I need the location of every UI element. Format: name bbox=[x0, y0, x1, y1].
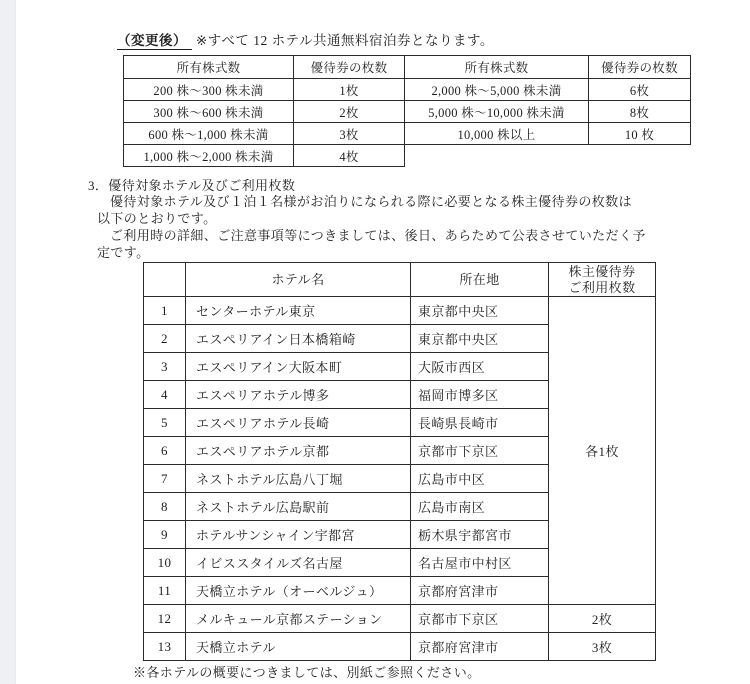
coupon-usage-merged: 各1枚 bbox=[549, 297, 656, 605]
table-row bbox=[124, 101, 691, 123]
hotel-name: ネストホテル広島駅前 bbox=[186, 493, 411, 521]
shares-range: 5,000 株～10,000 株未満 bbox=[405, 101, 589, 123]
shares-range: 300 株～600 株未満 bbox=[124, 101, 294, 123]
section3-line: 定です。 bbox=[97, 245, 150, 260]
hotel-name: 天橋立ホテル（オーベルジュ） bbox=[186, 577, 411, 605]
table-row bbox=[124, 145, 691, 167]
hotel-location: 大阪市西区 bbox=[411, 353, 549, 381]
shares-range: 10,000 株以上 bbox=[405, 123, 589, 145]
hotel-location: 京都府宮津市 bbox=[411, 633, 549, 661]
hotel-name: エスペリアイン大阪本町 bbox=[186, 353, 411, 381]
table-header-row bbox=[144, 263, 656, 297]
coupon-allocation-table bbox=[123, 55, 691, 167]
hotel-number: 1 bbox=[144, 297, 186, 325]
col-header-shares-right: 所有株式数 bbox=[405, 56, 589, 79]
hotel-name: エスペリアホテル長崎 bbox=[186, 409, 411, 437]
hotel-name: メルキュール京都ステーション bbox=[186, 605, 411, 633]
shares-range: 2,000 株～5,000 株未満 bbox=[405, 79, 589, 101]
hotel-number: 4 bbox=[144, 381, 186, 409]
hotel-location: 東京都中央区 bbox=[411, 297, 549, 325]
empty-cell bbox=[405, 145, 589, 167]
hotel-number: 9 bbox=[144, 521, 186, 549]
col-header-shares-left: 所有株式数 bbox=[124, 56, 294, 79]
section3-line: 以下のとおりです。 bbox=[97, 211, 217, 226]
hotel-name: ホテルサンシャイン宇都宮 bbox=[186, 521, 411, 549]
hotel-location: 広島市南区 bbox=[411, 493, 549, 521]
hotel-name: 天橋立ホテル bbox=[186, 633, 411, 661]
document-heading bbox=[117, 29, 494, 49]
coupon-count: 6枚 bbox=[589, 79, 691, 101]
hotel-name: エスペリアホテル博多 bbox=[186, 381, 411, 409]
hotel-location: 広島市中区 bbox=[411, 465, 549, 493]
hotel-location: 京都市下京区 bbox=[411, 605, 549, 633]
col-header-hotel-name: ホテル名 bbox=[186, 263, 411, 297]
col-header-coupon-usage-line1: 株主優待券 bbox=[568, 263, 636, 279]
coupon-count: 3枚 bbox=[294, 123, 405, 145]
section3-line: ご利用時の詳細、ご注意事項等につきましては、後日、あらためて公表させていただく予 bbox=[110, 228, 646, 243]
coupon-count: 2枚 bbox=[294, 101, 405, 123]
hotel-number: 6 bbox=[144, 437, 186, 465]
hotel-number: 12 bbox=[144, 605, 186, 633]
empty-cell bbox=[589, 145, 691, 167]
coupon-count: 10 枚 bbox=[589, 123, 691, 145]
hotel-number: 8 bbox=[144, 493, 186, 521]
hotel-name: イビススタイルズ名古屋 bbox=[186, 549, 411, 577]
heading-changed-after-label: （変更後） bbox=[117, 33, 192, 50]
hotel-location: 栃木県宇都宮市 bbox=[411, 521, 549, 549]
hotel-location: 福岡市博多区 bbox=[411, 381, 549, 409]
shares-range: 1,000 株～2,000 株未満 bbox=[124, 145, 294, 167]
hotel-list-table bbox=[143, 262, 656, 661]
hotel-number: 7 bbox=[144, 465, 186, 493]
hotel-number: 2 bbox=[144, 325, 186, 353]
col-header-location: 所在地 bbox=[411, 263, 549, 297]
hotel-name: センターホテル東京 bbox=[186, 297, 411, 325]
shares-range: 200 株～300 株未満 bbox=[124, 79, 294, 101]
table-header-row bbox=[124, 56, 691, 79]
hotel-name: ネストホテル広島八丁堀 bbox=[186, 465, 411, 493]
section3-paragraphs bbox=[97, 193, 646, 261]
hotel-location: 東京都中央区 bbox=[411, 325, 549, 353]
hotel-location: 京都市下京区 bbox=[411, 437, 549, 465]
hotel-number: 5 bbox=[144, 409, 186, 437]
col-header-coupons-left: 優待券の枚数 bbox=[294, 56, 405, 79]
hotel-number: 11 bbox=[144, 577, 186, 605]
shares-range: 600 株～1,000 株未満 bbox=[124, 123, 294, 145]
coupon-usage: 2枚 bbox=[549, 605, 656, 633]
table-row bbox=[124, 79, 691, 101]
hotel-number: 13 bbox=[144, 633, 186, 661]
viewer-page-gutter bbox=[0, 0, 16, 684]
coupon-count: 4枚 bbox=[294, 145, 405, 167]
hotel-location: 京都府宮津市 bbox=[411, 577, 549, 605]
hotel-row bbox=[144, 605, 656, 633]
coupon-count: 8枚 bbox=[589, 101, 691, 123]
hotel-row bbox=[144, 297, 656, 325]
col-header-coupon-usage-line2: ご利用枚数 bbox=[568, 279, 636, 295]
coupon-count: 1枚 bbox=[294, 79, 405, 101]
footnote: ※各ホテルの概要につきましては、別紙ご参照ください。 bbox=[133, 665, 481, 680]
section3-title: 3．優待対象ホテル及びご利用枚数 bbox=[88, 178, 296, 193]
coupon-usage: 3枚 bbox=[549, 633, 656, 661]
hotel-name: エスペリアイン日本橋箱崎 bbox=[186, 325, 411, 353]
col-header-coupons-right: 優待券の枚数 bbox=[589, 56, 691, 79]
hotel-number: 10 bbox=[144, 549, 186, 577]
col-header-coupon-usage bbox=[549, 263, 656, 297]
section3-line: 優待対象ホテル及び１泊１名様がお泊りになられる際に必要となる株主優待券の枚数は bbox=[110, 194, 632, 209]
heading-note: ※すべて 12 ホテル共通無料宿泊券となります。 bbox=[195, 33, 494, 48]
hotel-location: 長崎県長崎市 bbox=[411, 409, 549, 437]
hotel-number: 3 bbox=[144, 353, 186, 381]
hotel-name: エスペリアホテル京都 bbox=[186, 437, 411, 465]
hotel-location: 名古屋市中村区 bbox=[411, 549, 549, 577]
table-row bbox=[124, 123, 691, 145]
col-header-number bbox=[144, 263, 186, 297]
hotel-row bbox=[144, 633, 656, 661]
